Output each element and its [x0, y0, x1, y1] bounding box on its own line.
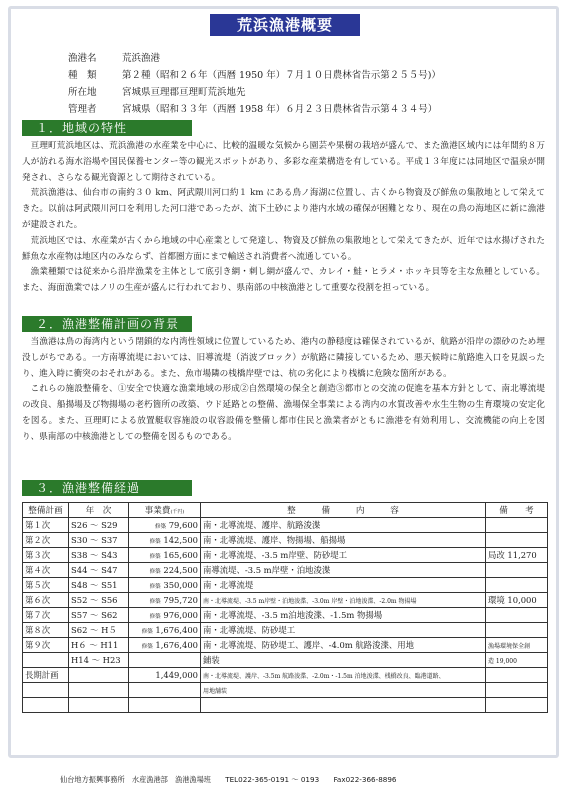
- cost-value: 1,676,400: [155, 640, 198, 650]
- header-plan: 整備計画: [23, 503, 69, 518]
- cell-note: 造 19,000: [486, 653, 548, 668]
- cell-content: 鋪装: [201, 653, 486, 668]
- cell-cost: [129, 593, 201, 608]
- cell-content: 南・北導流堤、護岸、-3.5m 航路浚渫、-2.0m・-1.5m 泊地浚渫、桟橋改良、臨港道路、: [201, 668, 486, 683]
- cost-value: 142,500: [163, 535, 198, 545]
- info-row: [68, 84, 441, 101]
- cell-note: [486, 578, 548, 593]
- cell-years: S26 ～ S29: [69, 518, 129, 533]
- cost-value: 350,000: [163, 580, 198, 590]
- cell-content: 南・北導流堤、-3.5 m泊地浚渫、-1.5m 物揚場: [201, 608, 486, 623]
- cell-cost: [129, 698, 201, 713]
- development-history-table: [22, 502, 548, 713]
- cell-cost: [129, 608, 201, 623]
- harbor-info: [68, 50, 441, 118]
- cell-content: 南導流堤、-3.5 m岸壁・泊地浚渫: [201, 563, 486, 578]
- paragraph: 荒浜地区では、水産業が古くから地域の中心産業として発達し、物資及び鮮魚の集散地として栄えてきたが、近年では水揚げされた鮮魚な水産物は地区内のみならず、首都圏方面にまで輸送され消費者へ流通している。: [22, 235, 545, 262]
- footer-tel: TEL022-365-0191 ～ 0193: [225, 775, 320, 784]
- cell-plan: [23, 653, 69, 668]
- section-heading-regional-characteristics: １．地域の特性: [22, 120, 192, 136]
- table-row: [23, 593, 548, 608]
- cell-content: 用地舗装: [201, 683, 486, 698]
- footer: [60, 775, 409, 785]
- cell-plan: 第７次: [23, 608, 69, 623]
- cost-tag: 修築: [141, 629, 153, 635]
- cell-note: [486, 668, 548, 683]
- header-cost-unit: (千円): [170, 509, 185, 515]
- cost-value: 795,720: [163, 595, 198, 605]
- paragraph: 当漁港は鳥の海湾内という閉鎖的な内湾性領域に位置しているため、港内の静穏度は確保されているが、航路が沿岸の漂砂のため埋没しがちである。一方南導流堤においては、旧導流堤（消波ブロック）が航路に隣接しているため、悪天候時に航路進入口を見誤ったり、進入時に衝突のおそれがある。また、魚市場隣の桟橋岸壁では、杭の劣化により桟橋に危険な箇所がある。: [22, 337, 545, 379]
- cell-cost: [129, 548, 201, 563]
- info-value: 宮城県亘理郡亘理町荒浜地先: [122, 87, 246, 98]
- cell-content: 南・北導流堤、護岸、物揚場、船揚場: [201, 533, 486, 548]
- cell-note: 局改 11,270: [486, 548, 548, 563]
- cost-tag: 修築: [155, 524, 167, 530]
- info-value: 荒浜漁港: [122, 53, 161, 64]
- section-heading-plan-background: ２．漁港整備計画の背景: [22, 316, 192, 332]
- info-key: 所在地: [68, 87, 97, 98]
- info-key: 種 類: [68, 70, 97, 81]
- cell-cost: [129, 533, 201, 548]
- cell-note: [486, 683, 548, 698]
- cell-cost: [129, 623, 201, 638]
- cell-years: S52 ～ S56: [69, 593, 129, 608]
- cost-value: 165,600: [163, 550, 198, 560]
- header-content: 整 備 内 容: [201, 503, 486, 518]
- cell-years: H14 ～ H23: [69, 653, 129, 668]
- cell-content: 南・北導流堤、護岸、航路浚渫: [201, 518, 486, 533]
- page-title: 荒浜漁港概要: [210, 14, 360, 36]
- cell-content: 南・北導流堤: [201, 578, 486, 593]
- cell-note: [486, 623, 548, 638]
- cell-cost: [129, 563, 201, 578]
- cell-years: [69, 683, 129, 698]
- cost-value: 1,676,400: [155, 625, 198, 635]
- cost-tag: 修築: [149, 614, 161, 620]
- cell-plan: 第２次: [23, 533, 69, 548]
- cost-tag: 修築: [149, 584, 161, 590]
- cell-content: 南・北導流堤、防砂堤工、護岸、-4.0m 航路浚渫、用地: [201, 638, 486, 653]
- cell-plan: 長期計画: [23, 668, 69, 683]
- section-heading-development-history: ３．漁港整備経過: [22, 480, 192, 496]
- info-value: 第２種（昭和２６年（西暦 1950 年）７月１０日農林省告示第２５５号)）: [122, 70, 441, 81]
- cell-note: 漁場環境保全創: [486, 638, 548, 653]
- info-key: 漁港名: [68, 53, 97, 64]
- cell-cost: [129, 578, 201, 593]
- table-row: [23, 638, 548, 653]
- cell-cost: [129, 518, 201, 533]
- cell-years: S30 ～ S37: [69, 533, 129, 548]
- cell-years: S57 ～ S62: [69, 608, 129, 623]
- cell-note: [486, 608, 548, 623]
- cost-value: 976,000: [163, 610, 198, 620]
- table-row: [23, 563, 548, 578]
- cell-note: [486, 698, 548, 713]
- cell-content: 南・北導流堤、-3.5 m岸壁・泊地浚渫、-3.0m 岸壁・泊地浚渫、-2.0m 物揚場: [201, 593, 486, 608]
- cost-value: 1,449,000: [155, 670, 198, 680]
- cell-years: S48 ～ S51: [69, 578, 129, 593]
- footer-fax: Fax022-366-8896: [333, 775, 397, 784]
- cost-tag: 修築: [141, 644, 153, 650]
- cell-plan: 第９次: [23, 638, 69, 653]
- table-header-row: [23, 503, 548, 518]
- info-row: [68, 50, 441, 67]
- cell-plan: 第４次: [23, 563, 69, 578]
- cost-tag: 修築: [149, 539, 161, 545]
- table-row: [23, 623, 548, 638]
- cell-years: H６ ～ H11: [69, 638, 129, 653]
- cell-cost: [129, 638, 201, 653]
- table-row: [23, 608, 548, 623]
- cost-tag: 修築: [149, 554, 161, 560]
- table-row: [23, 653, 548, 668]
- cost-tag: 修築: [149, 569, 161, 575]
- cell-content: [201, 698, 486, 713]
- cell-plan: 第８次: [23, 623, 69, 638]
- cell-plan: [23, 683, 69, 698]
- cell-years: [69, 698, 129, 713]
- table-row: [23, 533, 548, 548]
- cell-note: [486, 518, 548, 533]
- table-row: [23, 578, 548, 593]
- cell-note: 環境 10,000: [486, 593, 548, 608]
- section-body-plan-background: [22, 335, 545, 446]
- paragraph: 亘理町荒浜地区は、荒浜漁港の水産業を中心に、比較的温暖な気候から園芸や果樹の栽培が盛んで、また漁港区域内には年間約８万人が訪れる海水浴場や国民保養センター等の観光スポットがあり、多彩な産業構造を有している。平成１３年度には同地区で温泉が開発され、さらなる観光資源として期待されている。: [22, 141, 545, 183]
- paragraph: 荒浜漁港は、仙台市の南約３０ km、阿武隈川河口約１ km にある鳥ノ海湖に位置し、古くから物資及び鮮魚の集散地として栄えてきた。以前は阿武隈川河口を利用した河口港であったが、流下土砂により港内水域の確保が困難となり、現在の鳥の海地区に新に漁港が建設された。: [22, 188, 545, 230]
- cell-plan: 第１次: [23, 518, 69, 533]
- paragraph: これらの施設整備を、①安全で快適な漁業地域の形成②自然環境の保全と創造③都市との交流の促進を基本方針として、南北導流堤の改良、船揚場及び物揚場の老朽箇所の改築、ウド延路との整備、漁場保全事業による湾内の水質改善や水生生物の生育環境の安定化を図る。また、亘理町による放置艇収容施設の収容設備を整備し都市住民と漁業者がともに漁港を有効利用し、交流機能の向上を図り、県南部の中核漁港としての整備を図るものである。: [22, 384, 545, 442]
- info-value: 宮城県（昭和３３年（西暦 1958 年）６月２３日農林省告示第４３４号）: [122, 104, 438, 115]
- cell-cost: [129, 683, 201, 698]
- section-body-regional-characteristics: [22, 139, 545, 297]
- cell-years: [69, 668, 129, 683]
- info-key: 管理者: [68, 104, 97, 115]
- cell-note: [486, 533, 548, 548]
- info-row: [68, 101, 441, 118]
- cell-content: 南・北導流堤、-3.5 m岸壁、防砂堤工: [201, 548, 486, 563]
- cell-note: [486, 563, 548, 578]
- cell-years: S44 ～ S47: [69, 563, 129, 578]
- footer-office: 仙台地方振興事務所 水産漁港部 漁港漁場班: [60, 775, 211, 784]
- table-row: [23, 698, 548, 713]
- header-note: 備 考: [486, 503, 548, 518]
- cost-value: 79,600: [168, 520, 198, 530]
- paragraph: 漁業種類では従来から沿岸漁業を主体として底引き網・刺し網が盛んで、カレイ・鮭・ヒラメ・ホッキ貝等を主な魚種としている。また、海面漁業ではノリの生産が盛んに行われており、県南部の中核漁港として重要な役割を担っている。: [22, 267, 545, 294]
- cell-plan: 第５次: [23, 578, 69, 593]
- table-body: [23, 518, 548, 713]
- header-years: 年 次: [69, 503, 129, 518]
- cell-plan: [23, 698, 69, 713]
- cell-content: 南・北導流堤、防砂堤工: [201, 623, 486, 638]
- cell-years: S38 ～ S43: [69, 548, 129, 563]
- cost-value: 224,500: [163, 565, 198, 575]
- table-row: [23, 548, 548, 563]
- table-row: [23, 683, 548, 698]
- cell-years: S62 ～ H５: [69, 623, 129, 638]
- cell-plan: 第６次: [23, 593, 69, 608]
- table-row: [23, 668, 548, 683]
- cost-tag: 修築: [149, 599, 161, 605]
- cell-cost: [129, 668, 201, 683]
- header-cost: [129, 503, 201, 518]
- cell-plan: 第３次: [23, 548, 69, 563]
- table-row: [23, 518, 548, 533]
- cell-cost: [129, 653, 201, 668]
- header-cost-label: 事業費: [144, 506, 171, 516]
- info-row: [68, 67, 441, 84]
